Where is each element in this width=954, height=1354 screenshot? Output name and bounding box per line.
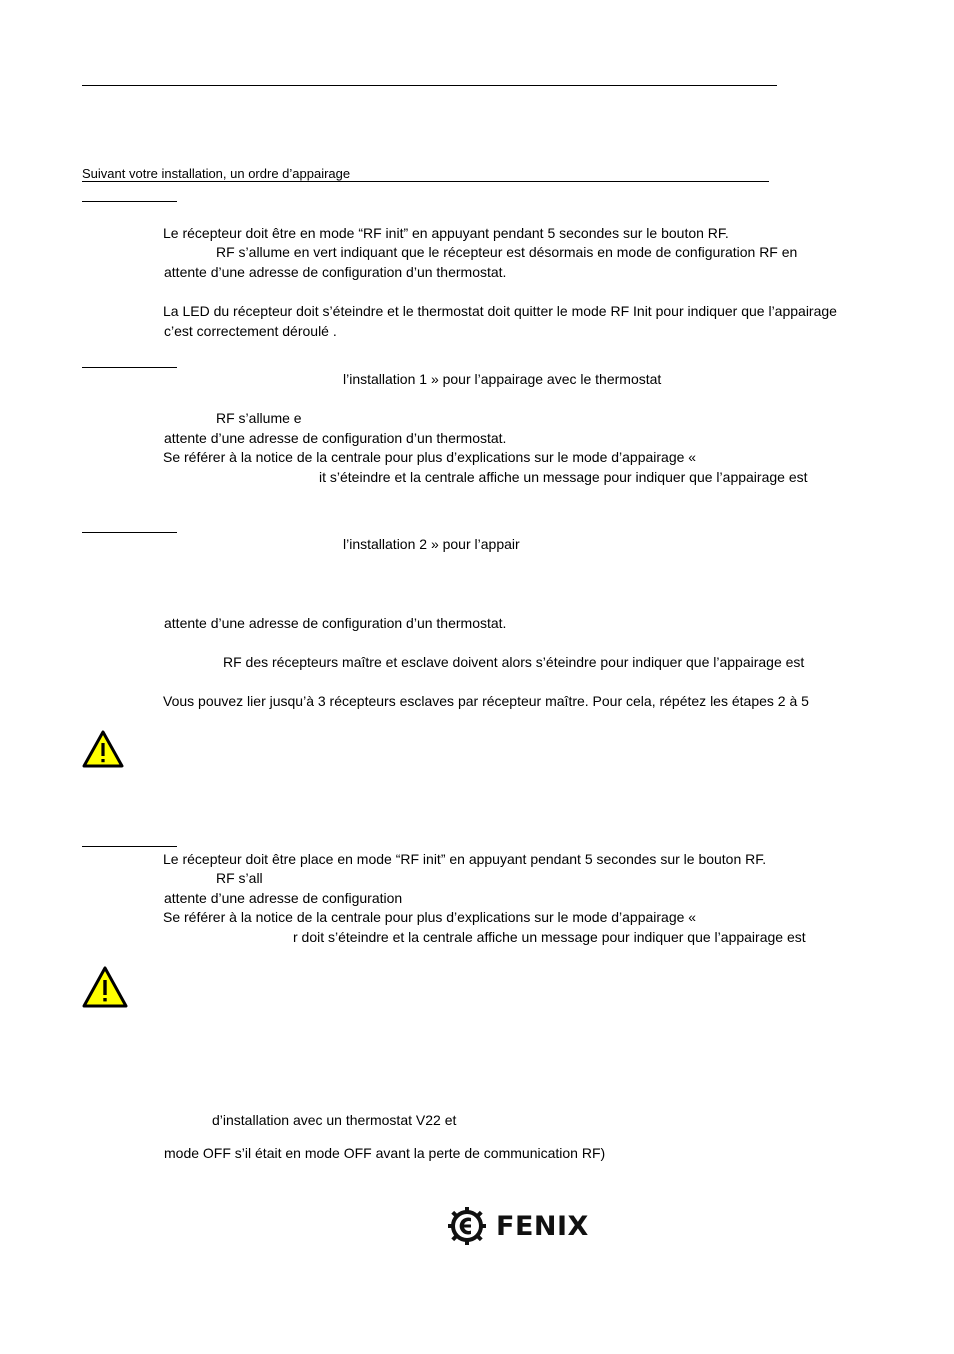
section3-line2: attente d’une adresse de configuration d’un thermostat. <box>164 615 507 631</box>
fenix-logo-text: FENIX <box>496 1210 589 1242</box>
warning-icon <box>82 966 128 1011</box>
fenix-logo <box>448 1207 589 1245</box>
intro-text: Suivant votre installation, un ordre d’appairage <box>82 166 351 181</box>
footer-line2: mode OFF s’il était en mode OFF avant la perte de communication RF) <box>164 1145 606 1161</box>
section4-heading-rule <box>82 846 177 847</box>
section2-heading-rule <box>82 367 177 368</box>
section1-line5: c’est correctement déroulé . <box>164 323 337 339</box>
section4-line2: RF s’all <box>216 870 263 886</box>
section4-line3: attente d’une adresse de configuration <box>164 890 403 906</box>
section2-line5: it s’éteindre et la centrale affiche un message pour indiquer que l’appairage est <box>319 469 808 485</box>
section1-heading-rule <box>82 201 177 202</box>
section3-line4: Vous pouvez lier jusqu’à 3 récepteurs esclaves par récepteur maître. Pour cela, répétez les étapes 2 à 5 <box>163 693 809 709</box>
warning-icon <box>82 730 124 771</box>
section3-line3: RF des récepteurs maître et esclave doivent alors s’éteindre pour indiquer que l’appairage est <box>223 654 805 670</box>
section1-line2: RF s’allume en vert indiquant que le récepteur est désormais en mode de configuration RF en <box>216 244 798 260</box>
section1-line4: La LED du récepteur doit s’éteindre et le thermostat doit quitter le mode RF Init pour indiquer que l’appairage <box>163 303 837 319</box>
section1-line3: attente d’une adresse de configuration d’un thermostat. <box>164 264 507 280</box>
intro-rule <box>82 181 769 182</box>
section2-line4: Se référer à la notice de la centrale pour plus d’explications sur le mode d’appairage « <box>163 449 697 465</box>
section1-line1: Le récepteur doit être en mode “RF init” en appuyant pendant 5 secondes sur le bouton RF. <box>163 225 729 241</box>
footer-line1: d’installation avec un thermostat V22 et <box>212 1112 457 1128</box>
top-rule <box>82 85 777 86</box>
section3-line1: l’installation 2 » pour l’appair <box>343 536 520 552</box>
section3-heading-rule <box>82 532 177 533</box>
fenix-logo-icon <box>448 1207 486 1245</box>
section4-line4: Se référer à la notice de la centrale pour plus d’explications sur le mode d’appairage « <box>163 909 697 925</box>
section2-line3: attente d’une adresse de configuration d’un thermostat. <box>164 430 507 446</box>
section4-line1: Le récepteur doit être place en mode “RF init” en appuyant pendant 5 secondes sur le bouton RF. <box>163 851 767 867</box>
section2-line1: l’installation 1 » pour l’appairage avec le thermostat <box>343 371 662 387</box>
section2-line2: RF s’allume e <box>216 410 302 426</box>
section4-line5: r doit s’éteindre et la centrale affiche un message pour indiquer que l’appairage est <box>293 929 806 945</box>
